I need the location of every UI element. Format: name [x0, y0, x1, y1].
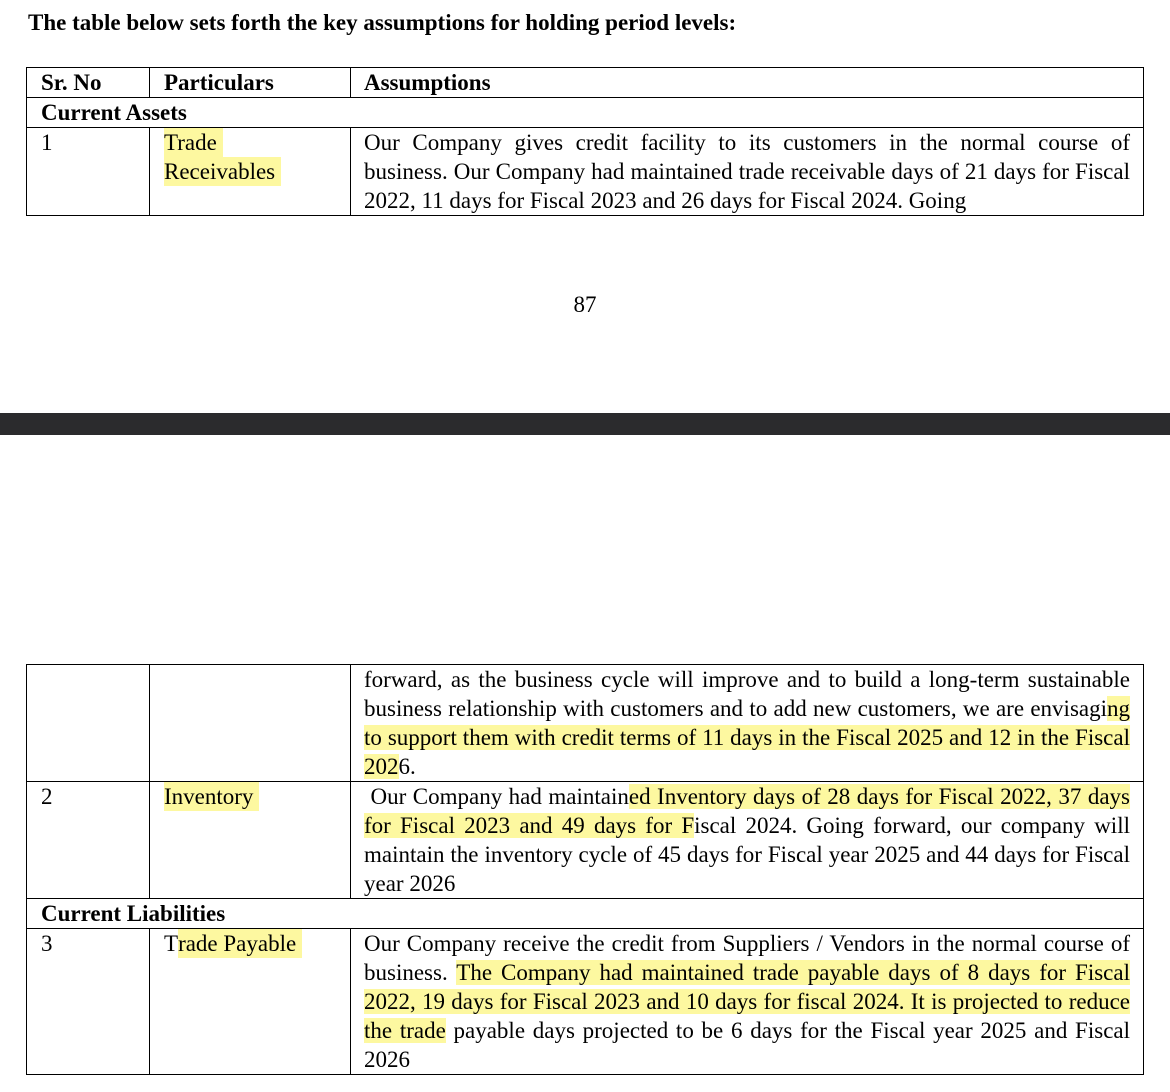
- header-assumptions: Assumptions: [351, 68, 1144, 98]
- section-current-liabilities: Current Liabilities: [27, 899, 1144, 929]
- row1-cont-sr-no: [27, 665, 150, 782]
- row3-text-b: payable days projected to be 6 days for the Fiscal year 2025 and Fiscal 2026: [364, 1018, 1130, 1072]
- section-row-current-liabilities: [27, 899, 1144, 929]
- row1-cont-particulars: [150, 665, 351, 782]
- row1-cont-highlight: ng to support them with credit terms of 11 days in the Fiscal 2025 and 12 in the Fiscal 202: [364, 696, 1130, 779]
- assumptions-table-part-2: [26, 664, 1144, 1075]
- row2-sr-no: 2: [27, 782, 150, 899]
- row2-text-a: Our Company had maintain: [370, 784, 629, 809]
- header-particulars: Particulars: [150, 68, 351, 98]
- row3-particulars: [150, 929, 351, 1075]
- row2-text-b: iscal 2024. Going forward, our company will maintain the inventory cycle of 45 days for Fiscal year 2025 and 44 days for Fiscal year 2026: [364, 813, 1130, 896]
- page-heading: The table below sets forth the key assumptions for holding period levels:: [28, 10, 737, 35]
- table-row: [27, 128, 1144, 216]
- row1-particulars-line2: Receivables: [164, 157, 281, 186]
- row1-sr-no: 1: [27, 128, 150, 216]
- row3-assumptions: [351, 929, 1144, 1075]
- page-number: 87: [573, 292, 597, 317]
- row1-assumptions-continued: [351, 665, 1144, 782]
- row2-particulars: [150, 782, 351, 899]
- row1-cont-text: forward, as the business cycle will improve and to build a long-term sustainable business relationship with customers and to add new customers, we are envisagi: [364, 667, 1130, 721]
- table-header-row: [27, 68, 1144, 98]
- row1-assumptions-page1: Our Company gives credit facility to its customers in the normal course of business. Our Company had maintained trade receivable days of 21 days for Fiscal 2022, 11 days for Fiscal 2023 and 26 days for Fiscal 2024. Going: [351, 128, 1144, 216]
- table-row: [27, 782, 1144, 899]
- row3-highlight: The Company had maintained trade payable days of 8 days for Fiscal 2022, 19 days for Fiscal 2023 and 10 days for fiscal 2024. It is projected to reduce the trade: [364, 960, 1130, 1043]
- row3-particulars-first: T: [164, 931, 179, 956]
- page-separator: [0, 413, 1170, 435]
- table-row: [27, 665, 1144, 782]
- row1-particulars: [150, 128, 351, 216]
- row1-cont-end: 6.: [398, 754, 416, 779]
- row3-text-a: Our Company receive the credit from Suppliers / Vendors in the normal course of business.: [364, 931, 1130, 985]
- header-sr-no: Sr. No: [27, 68, 150, 98]
- row3-sr-no: 3: [27, 929, 150, 1075]
- assumptions-table-part-1: [26, 67, 1144, 216]
- section-row-current-assets: [27, 98, 1144, 128]
- row3-particulars-highlight: rade Payable: [178, 929, 302, 958]
- row2-assumptions: [351, 782, 1144, 899]
- row2-particulars-text: Inventory: [164, 782, 259, 811]
- table-row: [27, 929, 1144, 1075]
- section-current-assets: Current Assets: [27, 98, 1144, 128]
- row1-particulars-line1: Trade: [164, 128, 223, 157]
- row2-highlight: ed Inventory days of 28 days for Fiscal 2022, 37 days for Fiscal 2023 and 49 days for F: [364, 784, 1130, 838]
